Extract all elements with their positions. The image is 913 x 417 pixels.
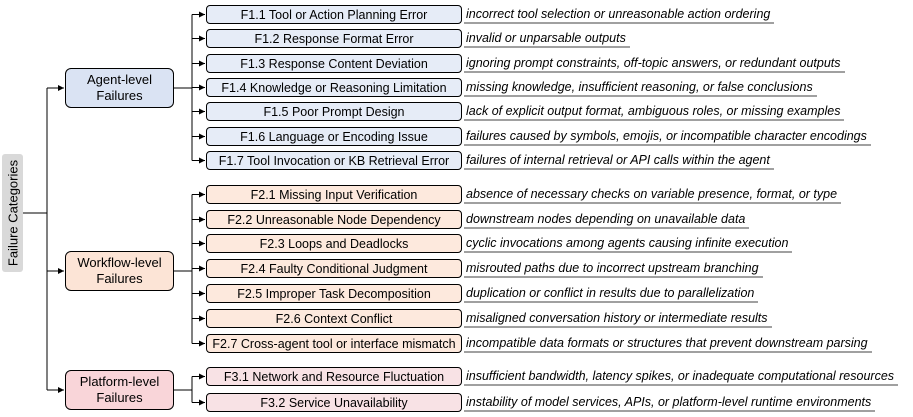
node-f2-3: F2.3 Loops and Deadlocks [206, 234, 462, 253]
root-label: Failure Categories [5, 159, 20, 267]
category-platform-level [65, 370, 174, 410]
desc-f1-3: ignoring prompt constraints, off-topic answers, or redundant outputs [466, 56, 841, 70]
desc-f3-1: insufficient bandwidth, latency spikes, or inadequate computational resources [466, 369, 895, 383]
category-agent-level [65, 68, 174, 108]
category-line1: Platform-level [79, 374, 160, 389]
desc-f2-1: absence of necessary checks on variable presence, format, or type [466, 187, 838, 201]
desc-f2-3: cyclic invocations among agents causing infinite execution [466, 236, 789, 250]
node-f2-1: F2.1 Missing Input Verification [206, 185, 462, 204]
desc-f2-5: duplication or conflict in results due to parallelization [466, 286, 755, 300]
node-f1-4: F1.4 Knowledge or Reasoning Limitation [206, 78, 462, 97]
desc-f1-7: failures of internal retrieval or API calls within the agent [466, 153, 770, 167]
node-f1-1: F1.1 Tool or Action Planning Error [206, 5, 462, 24]
desc-f2-4: misrouted paths due to incorrect upstream branching [466, 261, 759, 275]
node-f2-6: F2.6 Context Conflict [206, 309, 462, 328]
desc-f1-5: lack of explicit output format, ambiguous roles, or missing examples [466, 104, 841, 118]
desc-f2-7: incompatible data formats or structures that prevent downstream parsing [466, 336, 868, 350]
node-f1-6: F1.6 Language or Encoding Issue [206, 127, 462, 146]
node-f2-7: F2.7 Cross-agent tool or interface mismatch [206, 334, 462, 353]
desc-f2-2: downstream nodes depending on unavailable data [466, 212, 746, 226]
category-line2: Failures [96, 88, 143, 103]
node-f1-7: F1.7 Tool Invocation or KB Retrieval Error [206, 151, 462, 170]
category-line1: Agent-level [86, 72, 153, 87]
node-f1-3: F1.3 Response Content Deviation [206, 54, 462, 73]
desc-f2-6: misaligned conversation history or intermediate results [466, 311, 768, 325]
desc-f3-2: instability of model services, APIs, or platform-level runtime environments [466, 395, 872, 409]
node-f3-2: F3.2 Service Unavailability [206, 393, 462, 412]
root-node-failure-categories [2, 154, 23, 272]
desc-f1-4: missing knowledge, insufficient reasoning, or false conclusions [466, 80, 813, 94]
node-f1-5: F1.5 Poor Prompt Design [206, 102, 462, 121]
desc-f1-2: invalid or unparsable outputs [466, 31, 626, 45]
node-f2-5: F2.5 Improper Task Decomposition [206, 284, 462, 303]
node-f3-1: F3.1 Network and Resource Fluctuation [206, 367, 462, 386]
node-f2-2: F2.2 Unreasonable Node Dependency [206, 210, 462, 229]
category-workflow-level [65, 251, 174, 291]
node-f2-4: F2.4 Faulty Conditional Judgment [206, 259, 462, 278]
node-f1-2: F1.2 Response Format Error [206, 29, 462, 48]
category-line2: Failures [96, 271, 143, 286]
desc-f1-6: failures caused by symbols, emojis, or incompatible character encodings [466, 129, 867, 143]
category-line1: Workflow-level [77, 255, 162, 270]
desc-f1-1: incorrect tool selection or unreasonable action ordering [466, 7, 771, 21]
category-line2: Failures [96, 390, 143, 405]
